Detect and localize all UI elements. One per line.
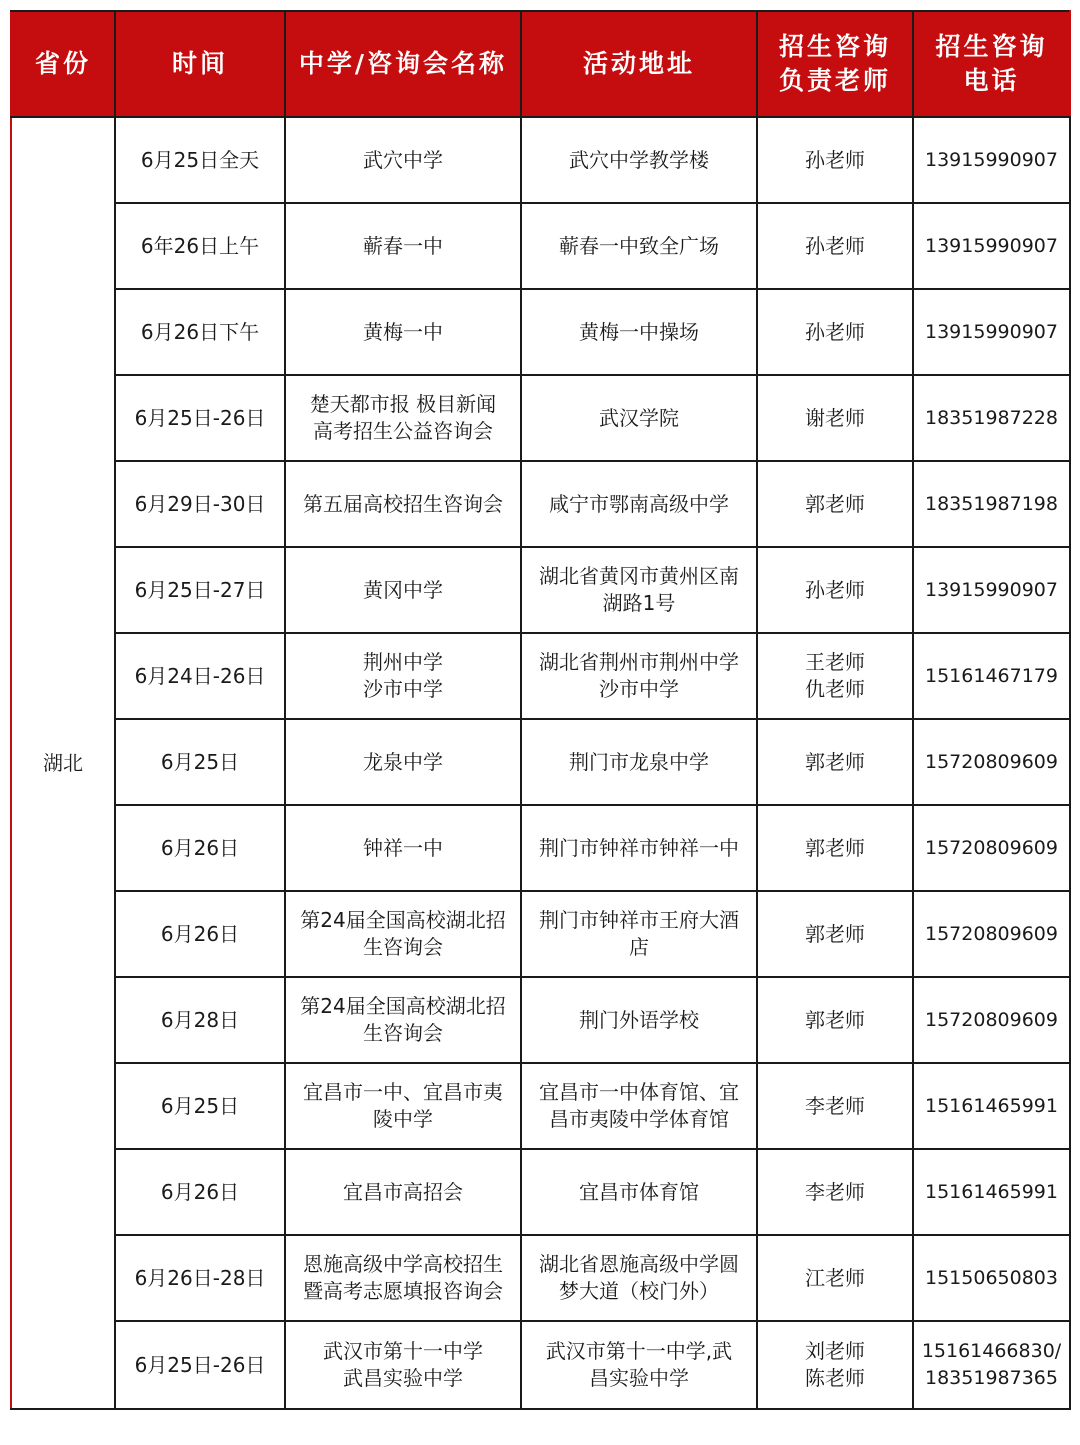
cell-phone <box>913 461 1070 547</box>
cell-phone <box>913 1235 1070 1321</box>
cell-teacher <box>757 375 913 461</box>
cell-address-line: 荆门市钟祥市钟祥一中 <box>539 835 739 860</box>
cell-teacher <box>757 1149 913 1235</box>
header-address: 活动地址 <box>521 11 757 117</box>
cell-phone <box>913 1149 1070 1235</box>
table-row <box>11 1149 1070 1235</box>
cell-address-line: 咸宁市鄂南高级中学 <box>549 491 729 516</box>
cell-address-line: 武穴中学教学楼 <box>569 147 709 172</box>
cell-time: 6月26日-28日 <box>115 1235 285 1321</box>
cell-phone <box>913 633 1070 719</box>
cell-teacher <box>757 203 913 289</box>
cell-teacher-line: 仇老师 <box>805 677 865 701</box>
cell-phone <box>913 117 1070 203</box>
cell-address <box>521 633 757 719</box>
cell-school <box>285 805 521 891</box>
cell-teacher-line: 孙老师 <box>805 147 865 172</box>
table-row <box>11 1321 1070 1409</box>
cell-address <box>521 719 757 805</box>
cell-teacher-line: 孙老师 <box>805 319 865 344</box>
cell-teacher <box>757 805 913 891</box>
cell-teacher-line: 郭老师 <box>805 749 865 774</box>
cell-phone <box>913 203 1070 289</box>
cell-teacher-line: 郭老师 <box>805 835 865 860</box>
cell-school <box>285 375 521 461</box>
cell-address-line: 湖北省荆州市荆州中学 <box>539 650 739 674</box>
cell-address-line: 武汉市第十一中学,武 <box>545 1339 733 1363</box>
cell-teacher <box>757 719 913 805</box>
cell-school-line: 钟祥一中 <box>363 835 443 860</box>
table-row <box>11 891 1070 977</box>
cell-time: 6月26日 <box>115 891 285 977</box>
cell-school-line: 武汉市第十一中学 <box>323 1339 483 1363</box>
cell-phone-line: 15161467179 <box>925 664 1058 687</box>
cell-address <box>521 1235 757 1321</box>
cell-phone-line: 15720809609 <box>925 836 1058 859</box>
cell-phone-line: 18351987228 <box>925 406 1058 429</box>
header-phone-line2: 电话 <box>963 66 1020 95</box>
cell-school-line: 第五届高校招生咨询会 <box>303 491 503 516</box>
cell-school <box>285 289 521 375</box>
cell-phone <box>913 891 1070 977</box>
cell-teacher-line: 李老师 <box>805 1179 865 1204</box>
header-teacher <box>757 11 913 117</box>
table-row <box>11 203 1070 289</box>
cell-address-line: 湖北省黄冈市黄州区南 <box>539 564 739 588</box>
table-row <box>11 1063 1070 1149</box>
header-teacher-line2: 负责老师 <box>778 66 891 95</box>
cell-time: 6月26日 <box>115 1149 285 1235</box>
header-phone-line1: 招生咨询 <box>935 32 1048 61</box>
cell-address <box>521 547 757 633</box>
table-row <box>11 1235 1070 1321</box>
cell-address <box>521 117 757 203</box>
cell-school <box>285 1149 521 1235</box>
cell-school <box>285 1321 521 1409</box>
cell-address-line: 梦大道（校门外） <box>559 1279 719 1303</box>
cell-school-line: 荆州中学 <box>363 650 443 674</box>
cell-phone-line: 13915990907 <box>925 148 1058 171</box>
cell-school <box>285 1235 521 1321</box>
cell-phone <box>913 1321 1070 1409</box>
table-row <box>11 375 1070 461</box>
cell-time: 6年26日上午 <box>115 203 285 289</box>
cell-school-line: 武穴中学 <box>363 147 443 172</box>
table-row <box>11 719 1070 805</box>
cell-school-line: 第24届全国高校湖北招 <box>300 908 506 932</box>
cell-time: 6月28日 <box>115 977 285 1063</box>
cell-address-line: 宜昌市体育馆 <box>579 1179 699 1204</box>
cell-phone-line: 18351987365 <box>925 1367 1058 1389</box>
cell-teacher-line: 李老师 <box>805 1093 865 1118</box>
cell-time: 6月25日 <box>115 1063 285 1149</box>
cell-time: 6月25日全天 <box>115 117 285 203</box>
cell-teacher-line: 谢老师 <box>805 405 865 430</box>
cell-school <box>285 461 521 547</box>
cell-school-line: 蕲春一中 <box>363 233 443 258</box>
table-row <box>11 977 1070 1063</box>
cell-teacher-line: 王老师 <box>805 650 865 674</box>
table-row <box>11 633 1070 719</box>
cell-province: 湖北 <box>11 117 115 1409</box>
cell-teacher <box>757 117 913 203</box>
cell-address <box>521 805 757 891</box>
cell-school-line: 宜昌市高招会 <box>343 1179 463 1204</box>
cell-teacher <box>757 977 913 1063</box>
cell-address <box>521 375 757 461</box>
cell-phone <box>913 289 1070 375</box>
cell-phone-line: 13915990907 <box>925 320 1058 343</box>
header-phone <box>913 11 1070 117</box>
cell-time: 6月24日-26日 <box>115 633 285 719</box>
cell-teacher-line: 郭老师 <box>805 921 865 946</box>
cell-teacher <box>757 633 913 719</box>
cell-phone-line: 18351987198 <box>925 492 1058 515</box>
table-row <box>11 547 1070 633</box>
header-school: 中学/咨询会名称 <box>285 11 521 117</box>
cell-teacher <box>757 1321 913 1409</box>
cell-address-line: 沙市中学 <box>599 677 679 701</box>
cell-time: 6月29日-30日 <box>115 461 285 547</box>
cell-address-line: 湖路1号 <box>602 591 676 615</box>
header-teacher-line1: 招生咨询 <box>778 32 891 61</box>
cell-teacher-line: 郭老师 <box>805 1007 865 1032</box>
cell-phone <box>913 977 1070 1063</box>
cell-address <box>521 891 757 977</box>
cell-school-line: 生咨询会 <box>363 935 443 959</box>
cell-school <box>285 117 521 203</box>
cell-address-line: 荆门市龙泉中学 <box>569 749 709 774</box>
cell-school-line: 暨高考志愿填报咨询会 <box>303 1279 503 1303</box>
cell-teacher <box>757 461 913 547</box>
cell-address <box>521 203 757 289</box>
cell-teacher <box>757 1063 913 1149</box>
cell-teacher <box>757 547 913 633</box>
header-time: 时间 <box>115 11 285 117</box>
cell-school-line: 宜昌市一中、宜昌市夷 <box>303 1080 503 1104</box>
cell-address <box>521 1063 757 1149</box>
table-row <box>11 805 1070 891</box>
cell-phone-line: 15720809609 <box>925 750 1058 773</box>
cell-phone <box>913 547 1070 633</box>
cell-time: 6月25日-26日 <box>115 1321 285 1409</box>
cell-school-line: 生咨询会 <box>363 1021 443 1045</box>
cell-address <box>521 977 757 1063</box>
cell-address-line: 店 <box>629 935 649 959</box>
cell-school <box>285 1063 521 1149</box>
cell-school-line: 黄冈中学 <box>363 577 443 602</box>
table-row <box>11 289 1070 375</box>
cell-school-line: 沙市中学 <box>363 677 443 701</box>
cell-teacher-line: 孙老师 <box>805 577 865 602</box>
cell-address-line: 昌实验中学 <box>589 1366 689 1390</box>
cell-school <box>285 977 521 1063</box>
table-body <box>11 117 1070 1409</box>
cell-school-line: 陵中学 <box>373 1107 433 1131</box>
cell-school <box>285 203 521 289</box>
cell-phone-line: 15161465991 <box>925 1180 1058 1203</box>
cell-address-line: 湖北省恩施高级中学圆 <box>539 1252 739 1276</box>
cell-teacher-line: 刘老师 <box>805 1339 865 1363</box>
cell-address-line: 蕲春一中致全广场 <box>559 233 719 258</box>
cell-phone-line: 13915990907 <box>925 234 1058 257</box>
cell-school-line: 黄梅一中 <box>363 319 443 344</box>
cell-school-line: 楚天都市报 极目新闻 <box>309 392 497 416</box>
cell-phone <box>913 1063 1070 1149</box>
cell-school-line: 武昌实验中学 <box>343 1366 463 1390</box>
cell-school-line: 高考招生公益咨询会 <box>313 419 493 443</box>
cell-teacher-line: 陈老师 <box>805 1366 865 1390</box>
cell-teacher <box>757 1235 913 1321</box>
cell-phone <box>913 805 1070 891</box>
cell-phone-line: 15161465991 <box>925 1094 1058 1117</box>
header-row <box>11 11 1070 117</box>
cell-teacher <box>757 289 913 375</box>
cell-phone-line: 15720809609 <box>925 922 1058 945</box>
cell-phone-line: 15720809609 <box>925 1008 1058 1031</box>
cell-address-line: 荆门市钟祥市王府大酒 <box>539 908 739 932</box>
cell-school <box>285 633 521 719</box>
cell-address-line: 武汉学院 <box>599 405 679 430</box>
cell-phone <box>913 375 1070 461</box>
cell-phone <box>913 719 1070 805</box>
cell-address <box>521 289 757 375</box>
cell-time: 6月25日-26日 <box>115 375 285 461</box>
cell-teacher-line: 郭老师 <box>805 491 865 516</box>
cell-school-line: 第24届全国高校湖北招 <box>300 994 506 1018</box>
cell-time: 6月25日 <box>115 719 285 805</box>
cell-phone-line: 13915990907 <box>925 578 1058 601</box>
cell-time: 6月25日-27日 <box>115 547 285 633</box>
cell-teacher-line: 江老师 <box>805 1265 865 1290</box>
cell-phone-line: 15150650803 <box>925 1266 1058 1289</box>
cell-address-line: 宜昌市一中体育馆、宜 <box>539 1080 739 1104</box>
cell-teacher-line: 孙老师 <box>805 233 865 258</box>
cell-address-line: 昌市夷陵中学体育馆 <box>549 1107 729 1131</box>
table-row <box>11 117 1070 203</box>
recruitment-schedule-table <box>10 10 1071 1410</box>
cell-address <box>521 1321 757 1409</box>
cell-school <box>285 891 521 977</box>
cell-time: 6月26日 <box>115 805 285 891</box>
cell-address <box>521 1149 757 1235</box>
cell-time: 6月26日下午 <box>115 289 285 375</box>
table-row <box>11 461 1070 547</box>
cell-phone-line: 15161466830/ <box>921 1340 1062 1362</box>
cell-school <box>285 719 521 805</box>
cell-address-line: 黄梅一中操场 <box>579 319 699 344</box>
cell-address <box>521 461 757 547</box>
cell-address-line: 荆门外语学校 <box>579 1007 699 1032</box>
cell-teacher <box>757 891 913 977</box>
header-province: 省份 <box>11 11 115 117</box>
cell-school <box>285 547 521 633</box>
cell-school-line: 龙泉中学 <box>363 749 443 774</box>
cell-school-line: 恩施高级中学高校招生 <box>303 1252 503 1276</box>
